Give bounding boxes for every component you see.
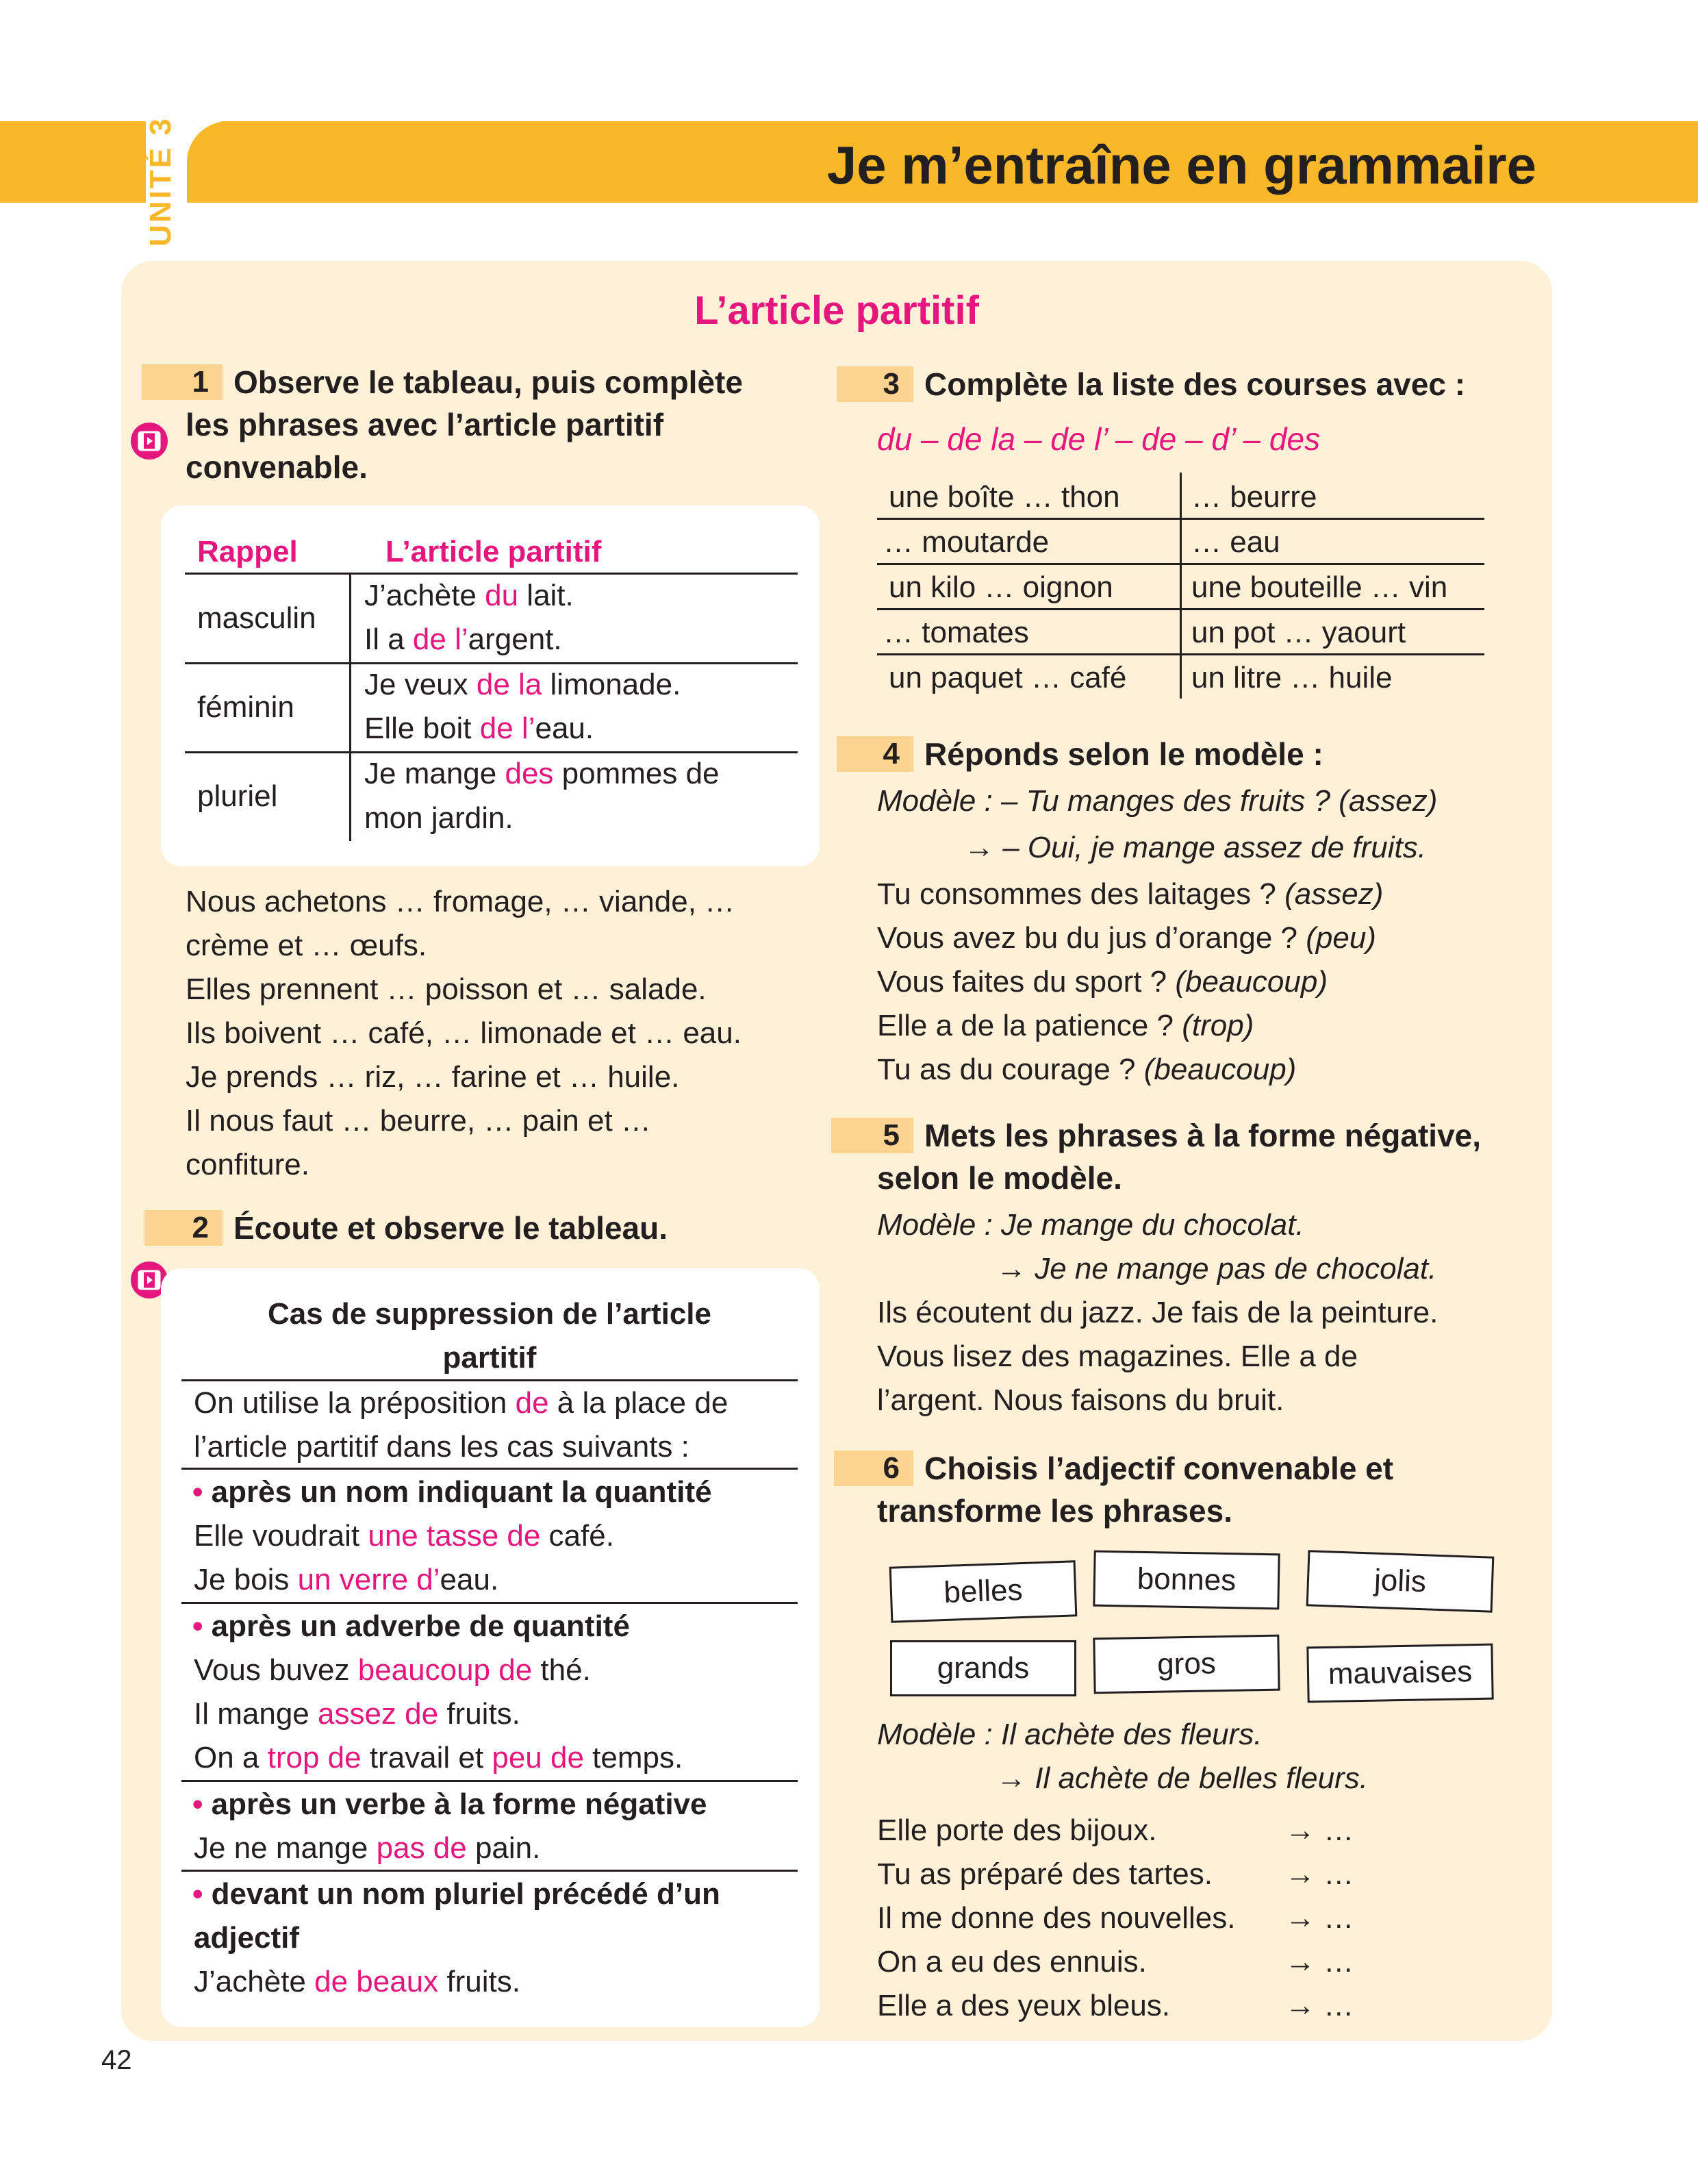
adjective-card-bonnes[interactable]: bonnes — [1093, 1551, 1280, 1610]
exercise-5-line: Vous lisez des magazines. Elle a de — [877, 1340, 1358, 1373]
suppression-intro-1: On utilise la préposition de à la place de — [194, 1386, 728, 1420]
exercise-5-model-2: → Je ne mange pas de chocolat. — [996, 1252, 1437, 1285]
feminin-example-1: Je veux de la limonade. — [364, 668, 681, 701]
case-1-title: • après un nom indiquant la quantité — [192, 1475, 712, 1509]
exercise-3-instruction: Complète la liste des courses avec : — [924, 366, 1466, 402]
list-divider — [1180, 473, 1182, 699]
adjective-card-belles[interactable]: belles — [889, 1560, 1078, 1622]
shopping-item: un litre … huile — [1191, 661, 1393, 694]
shopping-item: un kilo … oignon — [889, 570, 1113, 604]
exercise-6-instruction-1: Choisis l’adjectif convenable et — [924, 1451, 1394, 1486]
exercise-6-item: Tu as préparé des tartes. — [877, 1857, 1213, 1891]
exercise-1-sentence: Ils boivent … café, … limonade et … eau. — [186, 1016, 742, 1050]
exercise-6-item: On a eu des ennuis. — [877, 1945, 1147, 1979]
exercise-3-options: du – de la – de l’ – de – d’ – des — [877, 421, 1321, 457]
exercise-1-sentence: confiture. — [186, 1148, 309, 1181]
page-title: Je m’entraîne en grammaire — [826, 135, 1536, 195]
unit-label: UNITÉ 3 — [144, 116, 177, 247]
masculin-example-2: Il a de l’argent. — [364, 623, 562, 656]
exercise-1-instruction-1: Observe le tableau, puis complète — [233, 364, 743, 400]
table-divider — [349, 573, 351, 841]
exercise-5-line: l’argent. Nous faisons du bruit. — [877, 1383, 1284, 1417]
exercise-1-sentence: Elles prennent … poisson et … salade. — [186, 972, 707, 1006]
exercise-6-item: Elle porte des bijoux. — [877, 1813, 1157, 1847]
exercise-4-model-2: → – Oui, je mange assez de fruits. — [964, 831, 1426, 864]
exercise-6-number: 6 — [834, 1451, 913, 1486]
box-rule — [181, 1602, 798, 1604]
masculin-example-1: J’achète du lait. — [364, 579, 574, 612]
exercise-1-instruction-2: les phrases avec l’article partitif — [186, 407, 664, 442]
exercise-6-item: Elle a des yeux bleus. — [877, 1989, 1171, 2022]
case-2-example-3: On a trop de travail et peu de temps. — [194, 1741, 683, 1774]
shopping-item: … eau — [1191, 525, 1280, 559]
exercise-1-sentence: Nous achetons … fromage, … viande, … — [186, 885, 735, 918]
exercise-3-number: 3 — [837, 366, 913, 402]
case-3-example-1: Je ne mange pas de pain. — [194, 1831, 541, 1865]
exercise-6-instruction-2: transforme les phrases. — [877, 1493, 1233, 1529]
feminin-example-2: Elle boit de l’eau. — [364, 712, 594, 745]
answer-arrow: → … — [1285, 1989, 1354, 2022]
suppression-title-2: partitif — [442, 1341, 537, 1375]
case-4-title-2: adjectif — [194, 1921, 300, 1955]
case-1-example-2: Je bois un verre d’eau. — [194, 1563, 499, 1596]
rappel-heading: Rappel — [197, 535, 298, 568]
masculin-label: masculin — [197, 601, 316, 635]
case-4-title-1: • devant un nom pluriel précédé d’un — [192, 1877, 720, 1911]
exercise-6-model-1: Modèle : Il achète des fleurs. — [877, 1718, 1263, 1751]
adjective-card-gros[interactable]: gros — [1093, 1635, 1280, 1694]
exercise-5-instruction-1: Mets les phrases à la forme négative, — [924, 1118, 1482, 1153]
answer-arrow: → … — [1285, 1813, 1354, 1847]
exercise-5-number: 5 — [831, 1118, 913, 1153]
adjective-card-mauvaises[interactable]: mauvaises — [1306, 1644, 1493, 1703]
exercise-4-number: 4 — [837, 736, 913, 772]
exercise-2-number: 2 — [144, 1210, 223, 1246]
suppression-intro-2: l’article partitif dans les cas suivants : — [194, 1430, 689, 1464]
exercise-1-instruction-3: convenable. — [186, 449, 368, 485]
shopping-item: un paquet … café — [889, 661, 1127, 694]
answer-arrow: → … — [1285, 1901, 1354, 1935]
case-2-title: • après un adverbe de quantité — [192, 1609, 630, 1643]
exercise-1-number: 1 — [142, 364, 223, 400]
exercise-6-model-2: → Il achète de belles fleurs. — [996, 1761, 1368, 1795]
pluriel-example-1: Je mange des pommes de — [364, 757, 720, 790]
adjective-card-jolis[interactable]: jolis — [1306, 1550, 1495, 1612]
exercise-5-model-1: Modèle : Je mange du chocolat. — [877, 1208, 1304, 1242]
exercise-5-line: Ils écoutent du jazz. Je fais de la peinture. — [877, 1296, 1439, 1329]
shopping-item: un pot … yaourt — [1191, 616, 1406, 649]
case-2-example-2: Il mange assez de fruits. — [194, 1697, 520, 1731]
exercise-1-sentence: crème et … œufs. — [186, 929, 427, 962]
section-title: L’article partitif — [694, 288, 979, 333]
exercise-4-item: Tu consommes des laitages ? (assez) — [877, 877, 1384, 911]
shopping-item: … moutarde — [883, 525, 1050, 559]
exercise-1-sentence: Il nous faut … beurre, … pain et … — [186, 1104, 651, 1138]
answer-arrow: → … — [1285, 1857, 1354, 1891]
case-3-title: • après un verbe à la forme négative — [192, 1787, 707, 1821]
pluriel-label: pluriel — [197, 779, 278, 813]
case-1-example-1: Elle voudrait une tasse de café. — [194, 1519, 614, 1553]
shopping-item: … tomates — [883, 616, 1029, 649]
exercise-5-instruction-2: selon le modèle. — [877, 1160, 1122, 1196]
exercise-4-instruction: Réponds selon le modèle : — [924, 736, 1323, 772]
case-2-example-1: Vous buvez beaucoup de thé. — [194, 1653, 591, 1687]
case-4-example-1: J’achète de beaux fruits. — [194, 1965, 520, 1998]
exercise-4-item: Elle a de la patience ? (trop) — [877, 1009, 1254, 1042]
box-rule — [181, 1780, 798, 1782]
shopping-item: une bouteille … vin — [1191, 570, 1448, 604]
partitive-heading: L’article partitif — [385, 535, 602, 568]
shopping-item: une boîte … thon — [889, 480, 1120, 514]
video-icon[interactable] — [131, 423, 168, 460]
pluriel-example-2: mon jardin. — [364, 801, 514, 835]
exercise-4-item: Vous avez bu du jus d’orange ? (peu) — [877, 921, 1376, 955]
adjective-card-grands[interactable]: grands — [890, 1640, 1076, 1696]
box-rule — [181, 1870, 798, 1872]
exercise-4-item: Tu as du courage ? (beaucoup) — [877, 1053, 1297, 1086]
feminin-label: féminin — [197, 690, 294, 724]
exercise-4-item: Vous faites du sport ? (beaucoup) — [877, 965, 1328, 999]
exercise-4-model-1: Modèle : – Tu manges des fruits ? (assez) — [877, 784, 1438, 818]
suppression-title-1: Cas de suppression de l’article — [267, 1297, 711, 1331]
box-rule — [181, 1468, 798, 1470]
shopping-item: … beurre — [1191, 480, 1317, 514]
page-number: 42 — [101, 2045, 132, 2075]
exercise-1-sentence: Je prends … riz, … farine et … huile. — [186, 1060, 680, 1094]
exercise-2-instruction: Écoute et observe le tableau. — [233, 1210, 668, 1246]
exercise-6-item: Il me donne des nouvelles. — [877, 1901, 1236, 1935]
answer-arrow: → … — [1285, 1945, 1354, 1979]
